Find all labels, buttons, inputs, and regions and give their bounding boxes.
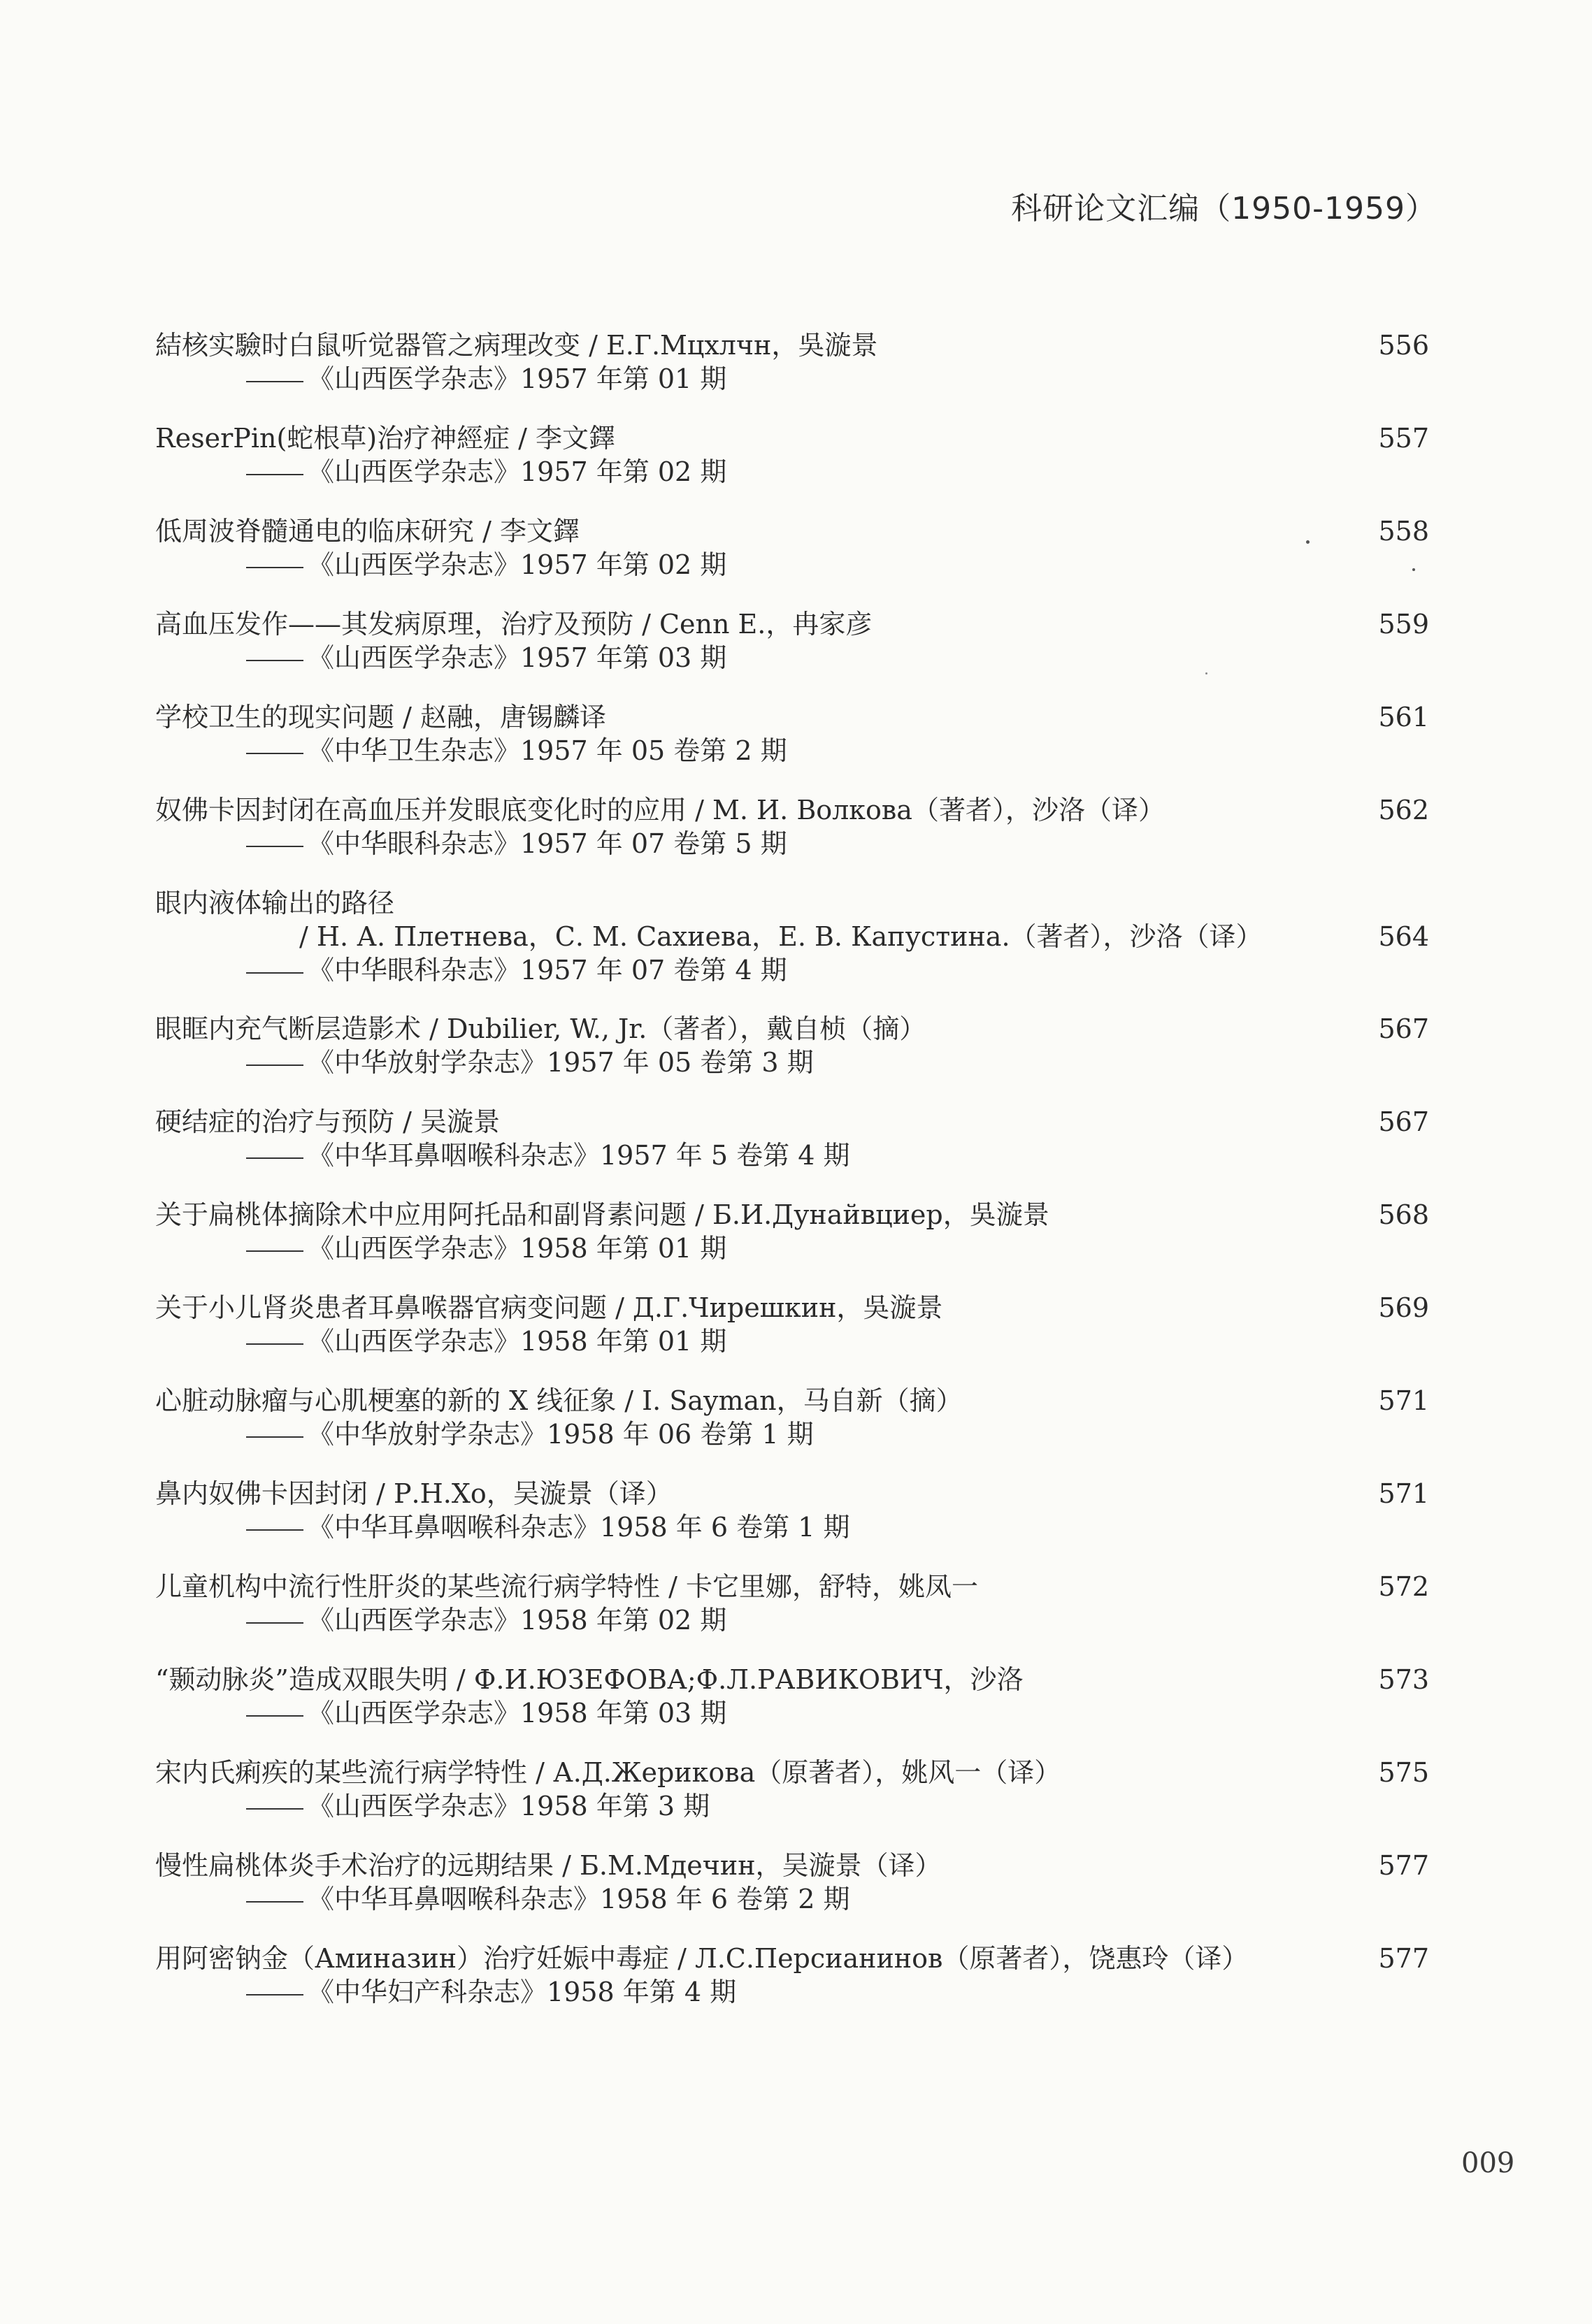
entry-title: 学校卫生的现实问题 / 赵融，唐锡麟译 [155,702,606,732]
em-dash [246,753,303,754]
entry-title: 宋内氏痢疾的某些流行病学特性 / А.Д.Жерикова（原著者），姚风一（译） [155,1757,1061,1788]
scan-speck [1306,540,1310,544]
entry-page-number: 571 [1378,1478,1429,1509]
toc-entry [155,1291,1429,1384]
entry-source: 《山西医学杂志》1957 年第 03 期 [308,642,727,673]
toc-entry [155,886,1429,1012]
entry-title: “颞动脉炎”造成双眼失明 / Ф.И.ЮЗЕФОВА;Ф.Л.РАВИКОВИЧ，沙洛 [155,1664,1024,1695]
entry-source-line [155,1325,1429,1358]
entry-source: 《中华耳鼻咽喉科杂志》1958 年 6 卷第 2 期 [308,1884,850,1914]
toc-entry [155,421,1429,514]
entry-title: 硬结症的治疗与预防 / 吴漩景 [155,1106,500,1137]
entry-title: 結核实驗时白鼠听觉器管之病理改变 / Е.Г.Мцхлчн，吳漩景 [155,330,878,361]
entry-source: 《山西医学杂志》1957 年第 02 期 [308,456,727,487]
entry-source-line [155,1510,1429,1544]
toc-entry [155,700,1429,793]
em-dash [246,567,303,568]
em-dash [246,1901,303,1903]
entry-title: 关于扁桃体摘除术中应用阿托品和副肾素问题 / Б.И.Дунайвциер，吳漩景 [155,1199,1049,1230]
entry-source-line [155,1882,1429,1916]
em-dash [246,1808,303,1810]
em-dash [246,1064,303,1066]
entry-source-line [155,1046,1429,1079]
em-dash [246,381,303,382]
entry-source-line [155,1789,1429,1823]
entry-title: 鼻内奴佛卡因封闭 / Р.Н.Хо，吴漩景（译） [155,1478,673,1509]
entry-source: 《山西医学杂志》1958 年第 01 期 [308,1233,727,1264]
running-title: 科研论文汇编（1950-1959） [1011,191,1437,226]
scan-speck [1205,672,1207,674]
entry-page-number: 564 [1378,921,1429,952]
toc-entry [155,1012,1429,1105]
entry-source-line [155,1139,1429,1172]
em-dash [246,1529,303,1531]
entry-source-line [155,1975,1429,2009]
entry-source-line [155,1417,1429,1451]
em-dash [246,1715,303,1717]
entry-source-line [155,548,1429,582]
entry-page-number: 567 [1378,1013,1429,1044]
entry-page-number: 559 [1378,609,1429,640]
toc-entry [155,1198,1429,1291]
entry-source: 《中华妇产科杂志》1958 年第 4 期 [308,1977,737,2007]
entry-source: 《中华眼科杂志》1957 年 07 卷第 5 期 [308,828,787,859]
entry-page-number: 558 [1378,516,1429,547]
entry-title: 高血压发作——其发病原理，治疗及预防 / Cenn E.，冉家彦 [155,609,873,640]
scan-speck [1412,568,1415,571]
entry-title: ReserPin(蛇根草)治疗神經症 / 李文鐸 [155,423,616,454]
entry-title: 眼内液体输出的路径 [155,888,395,918]
em-dash [246,660,303,661]
em-dash [246,1622,303,1624]
entry-source-line [155,827,1429,860]
entry-page-number: 557 [1378,423,1429,454]
em-dash [246,1343,303,1345]
entry-page-number: 573 [1378,1664,1429,1695]
entry-source-line [155,1603,1429,1637]
entry-source-line [155,1696,1429,1730]
entry-source: 《山西医学杂志》1958 年第 01 期 [308,1326,727,1357]
entry-source-line [155,362,1429,396]
entry-page-number: 569 [1378,1292,1429,1323]
entry-title: 关于小儿肾炎患者耳鼻喉器官病变问题 / Д.Г.Чирешкин，吳漩景 [155,1292,943,1323]
entry-page-number: 568 [1378,1199,1429,1230]
entry-page-number: 577 [1378,1850,1429,1881]
em-dash [246,1436,303,1438]
entry-source: 《中华耳鼻咽喉科杂志》1957 年 5 卷第 4 期 [308,1140,850,1171]
toc-entry [155,1477,1429,1570]
entry-title: 心脏动脉瘤与心肌梗塞的新的 X 线征象 / I. Sayman，马自新（摘） [155,1385,963,1416]
entry-source: 《山西医学杂志》1958 年第 3 期 [308,1791,710,1821]
entry-source-line [155,953,1429,987]
entry-title: 儿童机构中流行性肝炎的某些流行病学特性 / 卡它里娜，舒特，姚凤一 [155,1571,978,1602]
entry-page-number: 575 [1378,1757,1429,1788]
entry-source: 《山西医学杂志》1958 年第 03 期 [308,1698,727,1728]
em-dash [246,972,303,974]
entry-title: 用阿密钠金（Аминазин）治疗妊娠中毒症 / Л.С.Персианинов（原著者），饶惠玲（译） [155,1943,1249,1974]
toc-entry [155,1849,1429,1942]
toc-entry [155,1756,1429,1849]
toc-entry [155,1942,1429,2035]
toc-entry [155,329,1429,421]
entry-page-number: 571 [1378,1385,1429,1416]
entry-title: 低周波脊髓通电的临床研究 / 李文鐸 [155,516,580,547]
entry-source: 《中华放射学杂志》1958 年 06 卷第 1 期 [308,1419,814,1450]
page-number: 009 [1461,2147,1515,2179]
entry-title: 奴佛卡因封闭在高血压并发眼底变化时的应用 / М. И. Волкова（著者），沙洛（译） [155,795,1165,825]
entry-page-number: 572 [1378,1571,1429,1602]
entry-source: 《山西医学杂志》1957 年第 02 期 [308,549,727,580]
entry-source-line [155,1232,1429,1265]
toc-entry [155,793,1429,886]
entry-page-number: 577 [1378,1943,1429,1974]
toc-entry [155,1663,1429,1756]
entry-authors: / Н. А. Плетнева，С. М. Сахиева，Е. В. Капустина.（著者），沙洛（译） [299,921,1263,952]
em-dash [246,846,303,847]
em-dash [246,1994,303,1995]
entry-source-line [155,455,1429,489]
toc-entry [155,607,1429,700]
toc-entry [155,514,1429,607]
entry-title: 眼眶内充气断层造影术 / Dubilier, W., Jr.（著者），戴自桢（摘） [155,1013,926,1044]
entry-source: 《中华卫生杂志》1957 年 05 卷第 2 期 [308,735,787,766]
entry-page-number: 556 [1378,330,1429,361]
table-of-contents [155,329,1429,2035]
entry-page-number: 567 [1378,1106,1429,1137]
entry-title: 慢性扁桃体炎手术治疗的远期结果 / Б.М.Мдечин，吴漩景（译） [155,1850,942,1881]
em-dash [246,1157,303,1159]
em-dash [246,474,303,475]
em-dash [246,1250,303,1252]
entry-page-number: 562 [1378,795,1429,825]
toc-entry [155,1570,1429,1663]
entry-source-line [155,734,1429,767]
entry-page-number: 561 [1378,702,1429,732]
entry-source: 《山西医学杂志》1958 年第 02 期 [308,1605,727,1636]
entry-source: 《中华放射学杂志》1957 年 05 卷第 3 期 [308,1047,814,1078]
toc-entry [155,1384,1429,1477]
entry-source: 《中华眼科杂志》1957 年 07 卷第 4 期 [308,955,787,986]
entry-source: 《中华耳鼻咽喉科杂志》1958 年 6 卷第 1 期 [308,1512,850,1543]
entry-source: 《山西医学杂志》1957 年第 01 期 [308,363,727,394]
entry-source-line [155,641,1429,674]
toc-entry [155,1105,1429,1198]
